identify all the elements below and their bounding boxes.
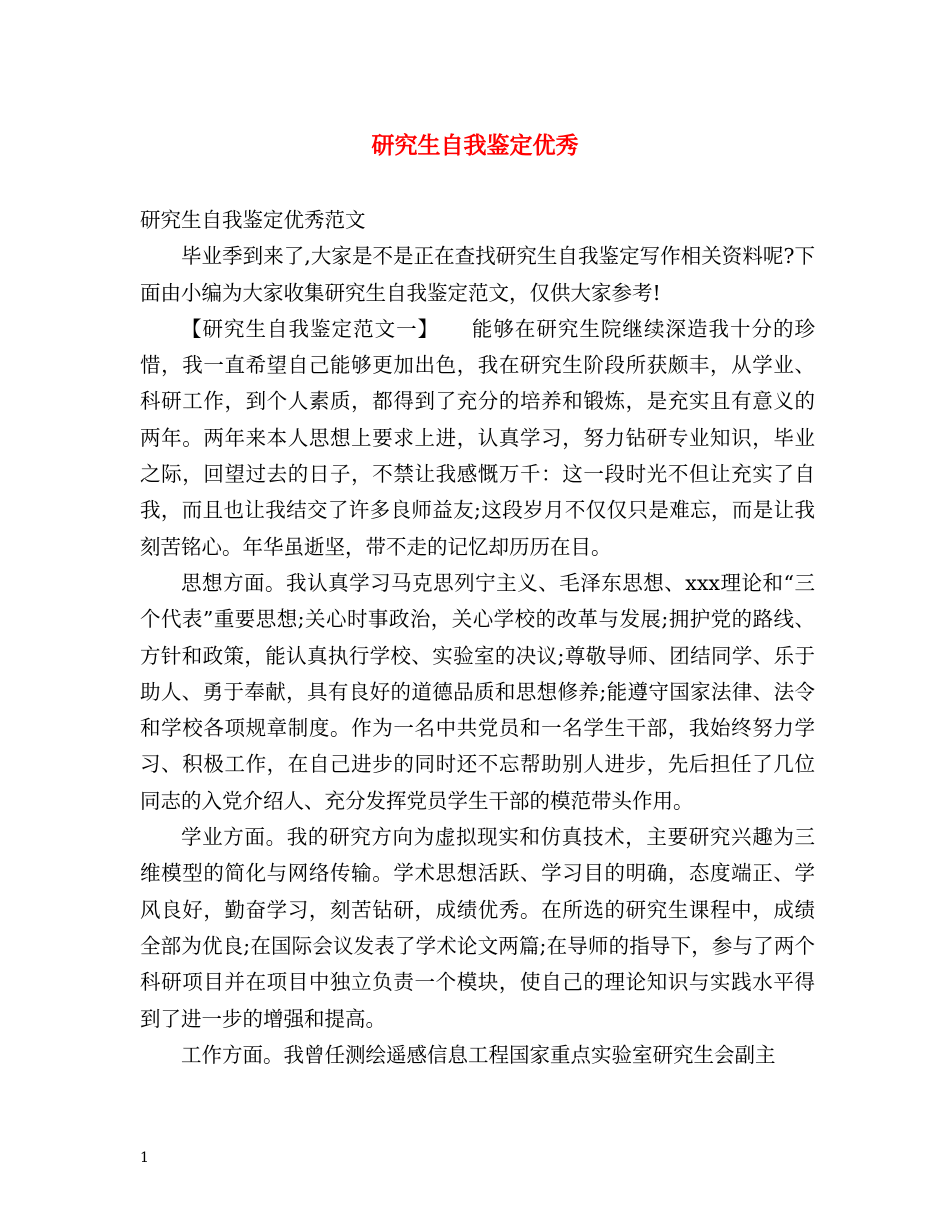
academic-paragraph: 学业方面。我的研究方向为虚拟现实和仿真技术，主要研究兴趣为三维模型的简化与网络传输。学术思想活跃、学习目的明确，态度端正、学风良好，勤奋学习，刻苦钻研，成绩优秀。在所选的研究生课程中，成绩全部为优良;在国际会议发表了学术论文两篇;在导师的指导下，参与了两个科研项目并在项目中独立负责一个模块，使自己的理论知识与实践水平得到了进一步的增强和提高。: [140, 825, 815, 1031]
work-paragraph: 工作方面。我曾任测绘遥感信息工程国家重点实验室研究生会副主: [181, 1042, 776, 1067]
document-title: 研究生自我鉴定优秀: [371, 132, 579, 159]
ideology-paragraph: 思想方面。我认真学习马克思列宁主义、毛泽东思想、xxx理论和“三个代表”重要思想;关心时事政治，关心学校的改革与发展;拥护党的路线、方针和政策，能认真执行学校、实验室的决议;尊敬导师、团结同学、乐于助人、勇于奉献，具有良好的道德品质和思想修养;能遵守国家法律、法令和学校各项规章制度。作为一名中共党员和一名学生干部，我始终努力学习、积极工作，在自己进步的同时还不忘帮助别人进步，先后担任了几位同志的入党介绍人、充分发挥党员学生干部的模范带头作用。: [140, 570, 815, 813]
sample-one-paragraph: 【研究生自我鉴定范文一】 能够在研究生院继续深造我十分的珍惜，我一直希望自己能够更加出色，我在研究生阶段所获颇丰，从学业、科研工作，到个人素质，都得到了充分的培养和锻炼，是充实且有意义的两年。两年来本人思想上要求上进，认真学习，努力钻研专业知识，毕业之际，回望过去的日子，不禁让我感慨万千：这一段时光不但让充实了自我，而且也让我结交了许多良师益友;这段岁月不仅仅只是难忘，而是让我刻苦铭心。年华虽逝坚，带不走的记忆却历历在目。: [140, 316, 815, 559]
subtitle-paragraph: 研究生自我鉴定优秀范文: [140, 208, 366, 232]
intro-paragraph: 毕业季到来了,大家是不是正在查找研究生自我鉴定写作相关资料呢?下面由小编为大家收集研究生自我鉴定范文，仅供大家参考!: [140, 244, 815, 305]
document-body: [140, 202, 815, 1073]
page-number: 1: [140, 1150, 149, 1166]
